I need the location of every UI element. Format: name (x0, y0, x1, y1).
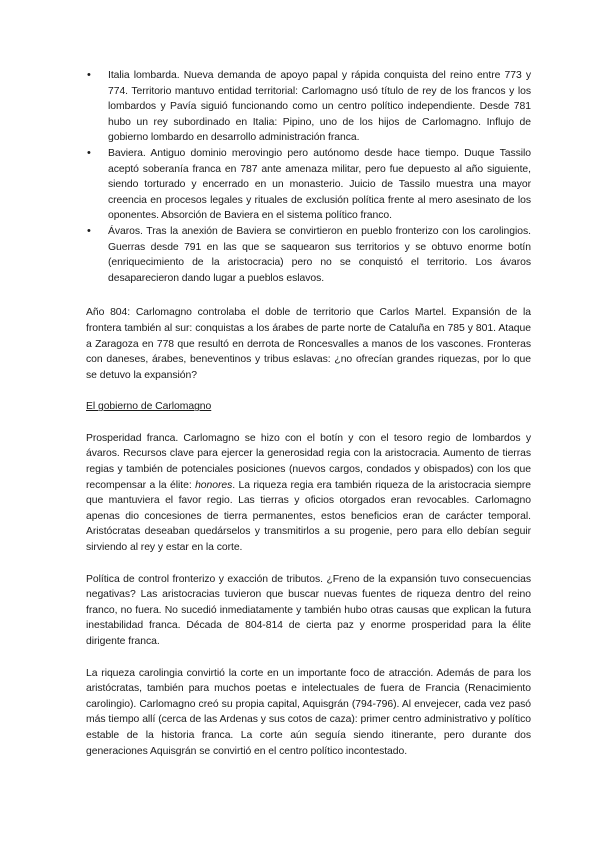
prosperidad-emphasis-honores: honores (195, 479, 233, 491)
bullet-text-avaros: Ávaros. Tras la anexión de Baviera se convirtieron en pueblo fronterizo con los carolingios. Guerras desde 791 en las que se saquearon sus territorios y se obtuvo enorme botín (enriquecimiento de la aristocracia) pero no se conquistó el territorio. Los ávaros desaparecieron dando lugar a pueblos eslavos. (108, 225, 531, 284)
section-heading: El gobierno de Carlomagno (86, 401, 212, 413)
bullet-marker: • (87, 69, 91, 81)
spacer (86, 383, 531, 399)
bullet-item-italia (86, 68, 531, 146)
document-page (86, 68, 531, 759)
spacer (86, 650, 531, 666)
bullet-item-avaros (86, 224, 531, 286)
bullet-item-baviera (86, 146, 531, 224)
conquest-bullet-list (86, 68, 531, 286)
spacer (86, 286, 531, 305)
spacer (86, 415, 531, 431)
paragraph-ano-804: Año 804: Carlomagno controlaba el doble de territorio que Carlos Martel. Expansión de la frontera también al sur: conquistas a los árabes de parte norte de Cataluña en 785 y 801. Ataque a Zaragoza en 778 que resultó en derrota de Roncesvalles a manos de los vascones. Fronteras con daneses, árabes, beneventinos y tribus eslavas: ¿no ofrecían grandes riquezas, por lo que se detuvo la expansión? (86, 307, 531, 381)
bullet-text-italia: Italia lombarda. Nueva demanda de apoyo papal y rápida conquista del reino entre 773 y 774. Territorio mantuvo entidad territorial: Carlomagno usó título de rey de los francos y los lombardos y Pavía siguió funcionando como un centro político independiente. Desde 781 hubo un rey subordinado en Italia: Pipino, uno de los hijos de Carlomagno. Influjo de gobierno lombardo en desarrollo administración franca. (108, 70, 531, 144)
bullet-marker: • (87, 224, 91, 237)
paragraph-prosperidad (86, 431, 531, 556)
prosperidad-text-end: . La riqueza regia era también riqueza de la aristocracia siempre que mantuviera el favor regio. Las tierras y oficios otorgados eran revocables. Carlomagno apenas dio concesiones de tierra permanentes, estos beneficios eran de carácter temporal. Aristócratas deseaban quedárselos y transmitirlos a su progenie, pero para ello debían seguir sirviendo al rey y estar en la corte. (86, 479, 531, 554)
paragraph-politica: Política de control fronterizo y exacción de tributos. ¿Freno de la expansión tuvo consecuencias negativas? Las aristocracias tuvieron que buscar nuevas fuentes de riqueza dentro del reino franco, no fuera. No sucedió inmediatamente y también hubo otras causas que explican la futura inestabilidad franca. Década de 804-814 de cierta paz y enorme prosperidad para la élite dirigente franca. (86, 573, 531, 647)
prosperidad-text-start: Prosperidad franca. Carlomagno se hizo con el botín y con el tesoro regio de lombardos y ávaros. Recursos clave para ejercer la generosidad regia con la aristocracia. Aumento de tierras regias y también de potenciales posiciones (nuevos cargos, condados y obispados) con los que recompensar a la élite: (86, 432, 531, 491)
bullet-marker: • (87, 146, 91, 159)
spacer (86, 556, 531, 572)
paragraph-corte: La riqueza carolingia convirtió la corte en un importante foco de atracción. Además de para los aristócratas, también para muchos poetas e intelectuales de fuera de Francia (Renacimiento carolingio). Carlomagno creó su propia capital, Aquisgrán (794-796). Al envejecer, cada vez pasó más tiempo allí (cerca de las Ardenas y sus cotos de caza): primer centro administrativo y político estable de la historia franca. La corte aún seguía siendo itinerante, pero durante dos generaciones Aquisgrán se convirtió en el centro político incontestado. (86, 667, 531, 757)
bullet-text-baviera: Baviera. Antiguo dominio merovingio pero autónomo desde hace tiempo. Duque Tassilo aceptó soberanía franca en 787 ante amenaza militar, pero fue depuesto al año siguiente, siendo torturado y encerrado en un monasterio. Juicio de Tassilo muestra una mayor creencia en procesos legales y rituales de exclusión política frente al mero asesinato de los oponentes. Absorción de Baviera en el sistema político franco. (108, 147, 531, 222)
